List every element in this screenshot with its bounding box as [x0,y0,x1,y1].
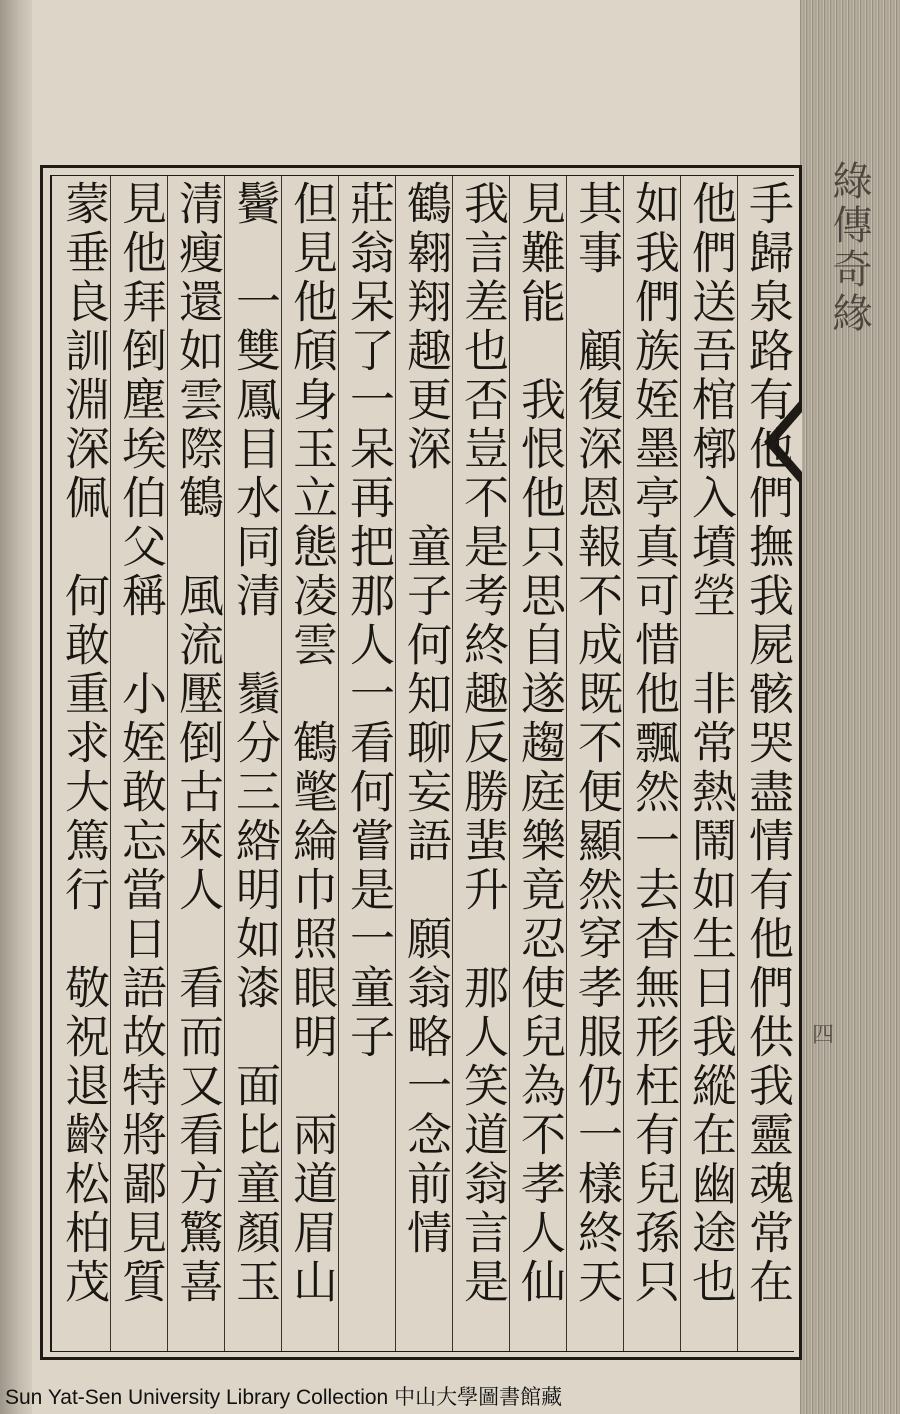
text-column: 清瘦還如雲際鶴 風流壓倒古來人 看而又看方驚喜 [171,180,224,1307]
text-column: 手歸泉路有他們撫我屍骸哭盡情有他們供我靈魂常在 [741,180,794,1307]
text-column: 如我們族姪墨亭真可惜他飄然一去杳無形枉有兒孫只 [627,180,680,1307]
text-column: 見他拜倒塵埃伯父稱 小姪敢忘當日語故特將鄙見質 [114,180,167,1307]
text-column: 但見他頎身玉立態凌雲 鶴氅綸巾照眼明 兩道眉山 [285,180,338,1307]
text-column: 鬢 一雙鳳目水同清 鬚分三綹明如漆 面比童顏玉 [228,180,281,1307]
text-column: 蒙垂良訓淵深佩 何敢重求大篤行 敬祝退齡松柏茂 [57,180,110,1307]
left-page-strip [0,0,32,1414]
edge-page-mark: 四 [812,1023,835,1048]
text-column: 我言差也否豈不是考終趣反勝蜚升 那人笑道翁言是 [456,180,509,1307]
text-column: 其事 顧復深恩報不成既不便顯然穿孝服仍一樣終天 [570,180,623,1307]
edge-title: 綠傳奇緣 [826,160,872,336]
text-column: 他們送吾棺槨入墳塋 非常熱鬧如生日我縱在幽途也 [684,180,737,1307]
text-column: 鶴翱翔趣更深 童子何知聊妄語 願翁略一念前情 [399,180,452,1258]
text-column: 見難能 我恨他只思自遂趨庭樂竟忍使兒為不孝人仙 [513,180,566,1307]
text-column: 莊翁呆了一呆再把那人一看何嘗是一童子 [342,180,395,1062]
library-credit: Sun Yat-Sen University Library Collection 中山大學圖書館藏 [5,1386,563,1409]
